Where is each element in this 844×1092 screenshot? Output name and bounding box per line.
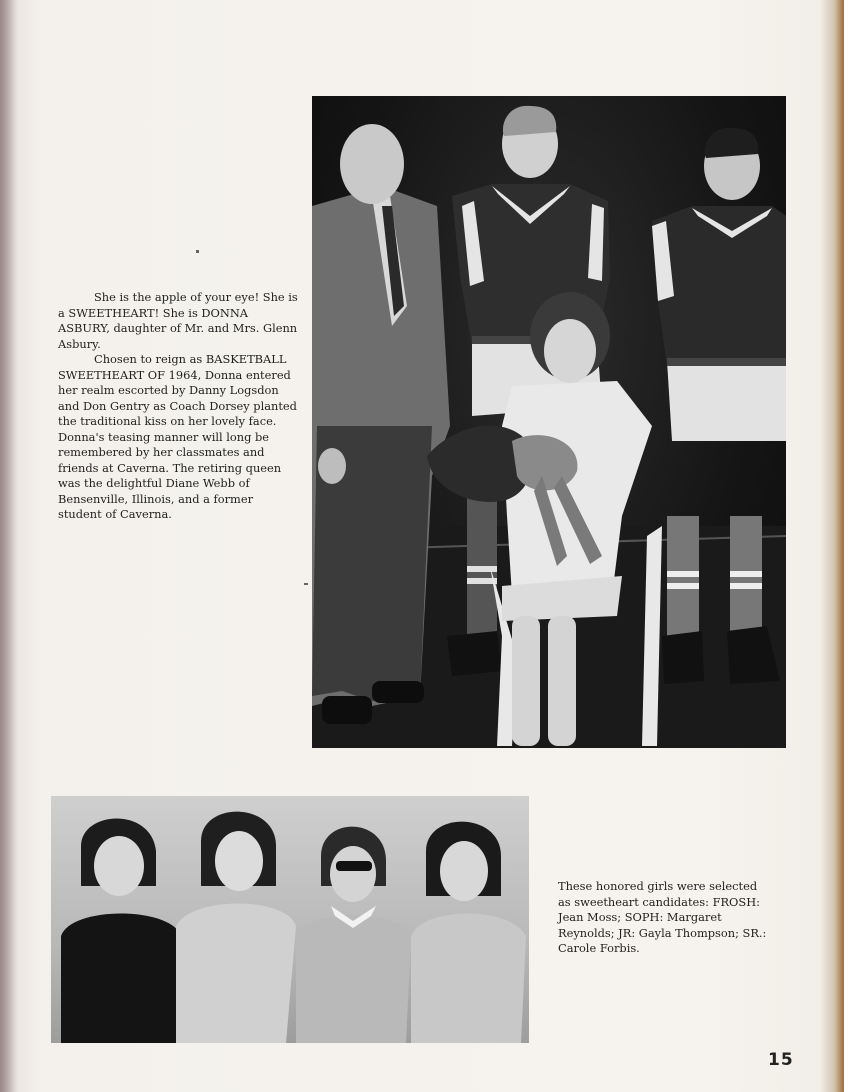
candidate-figure xyxy=(176,812,296,1043)
print-speck xyxy=(304,583,308,585)
article-paragraph: She is the apple of your eye! She is a SWEETHEART! She is DONNA ASBURY, daughter of Mr. and Mrs. Glenn Asbury. xyxy=(58,290,298,351)
page-number: 15 xyxy=(768,1050,794,1070)
print-speck xyxy=(196,250,199,253)
candidate-figure xyxy=(411,822,526,1043)
sweetheart-photo xyxy=(312,96,786,748)
sweetheart-photo-illustration xyxy=(312,96,786,748)
candidates-photo-illustration xyxy=(51,796,529,1043)
spine-shadow xyxy=(0,0,18,1092)
article-text xyxy=(58,290,298,523)
candidate-figure xyxy=(296,827,411,1043)
caption-paragraph: These honored girls were selected as sweetheart candidates: FROSH: Jean Moss; SOPH: Margaret Reynolds; JR: Gayla Thompson; SR.: Carole Forbis. xyxy=(558,879,767,955)
candidates-photo xyxy=(51,796,529,1043)
candidates-caption xyxy=(558,879,773,957)
article-paragraph: Chosen to reign as BASKETBALL SWEETHEART OF 1964, Donna entered her realm escorted by Danny Logsdon and Don Gentry as Coach Dorsey planted the traditional kiss on her lovely face. Donna's teasing manner will long be remembered by her classmates and friends at Caverna. The retiring queen was the delightful Diane Webb of Bensenville, Illinois, and a former student of Caverna. xyxy=(58,352,297,521)
page-edge xyxy=(834,0,844,1092)
candidate-figure xyxy=(61,819,181,1044)
